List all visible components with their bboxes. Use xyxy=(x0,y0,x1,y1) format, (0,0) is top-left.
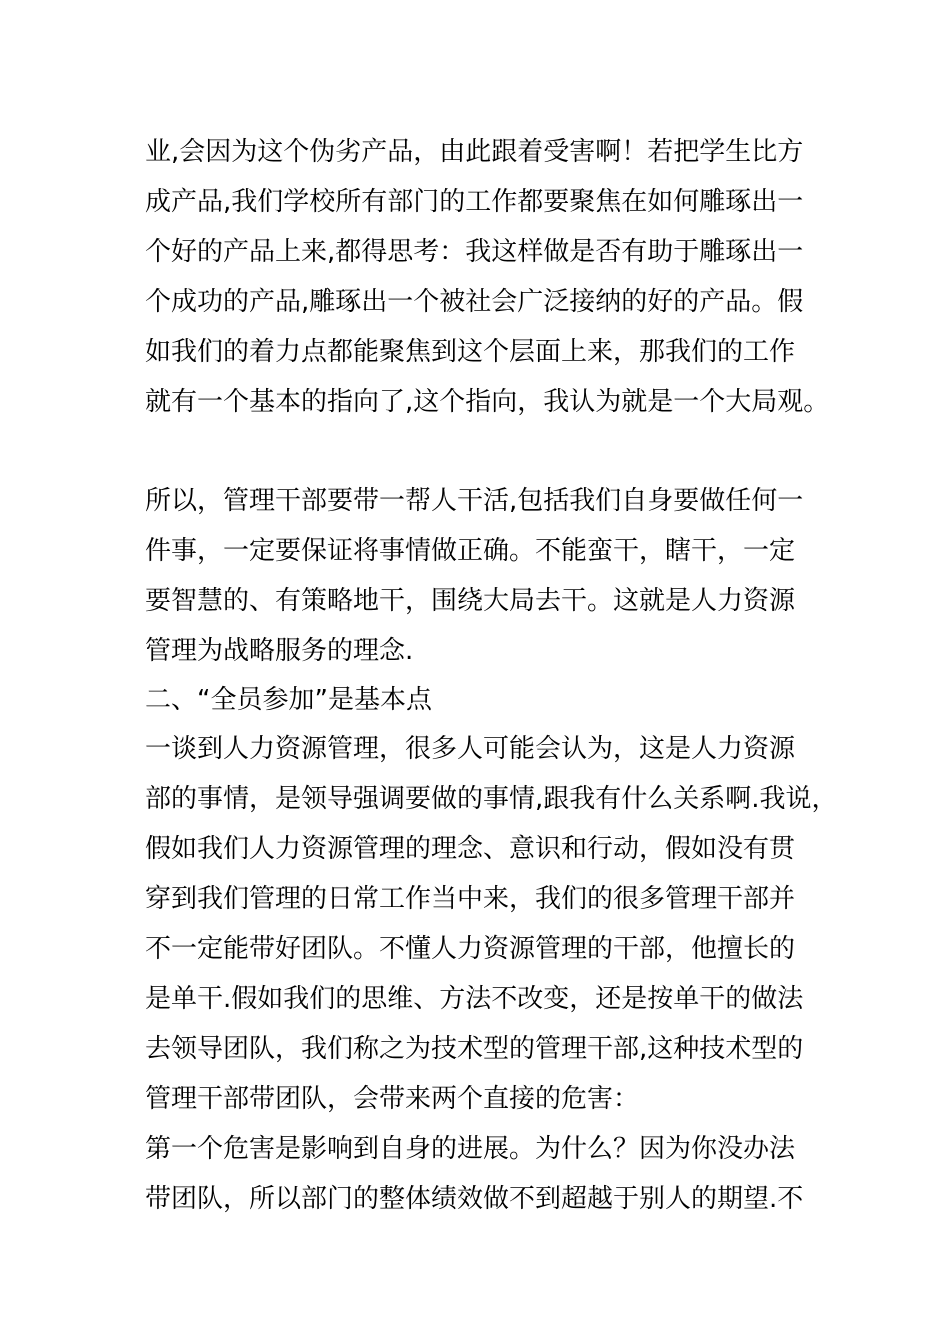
text-line: 要智慧的、有策略地干，围绕大局去干。这就是人力资源 xyxy=(145,586,796,616)
text-line: 带团队，所以部门的整体绩效做不到超越于别人的期望.不 xyxy=(145,1184,804,1214)
text-line: 假如我们人力资源管理的理念、意识和行动，假如没有贯 xyxy=(145,834,796,864)
text-line: 件事，一定要保证将事情做正确。不能蛮干，瞎干，一定 xyxy=(145,536,796,566)
text-line: 管理为战略服务的理念. xyxy=(145,636,414,666)
text-line: 所以，管理干部要带一帮人干活,包括我们自身要做任何一 xyxy=(145,486,804,516)
text-line: 是单干.假如我们的思维、方法不改变，还是按单干的做法 xyxy=(145,984,804,1014)
text-line: 个成功的产品,雕琢出一个被社会广泛接纳的好的产品。假 xyxy=(145,287,804,317)
text-line: 不一定能带好团队。不懂人力资源管理的干部，他擅长的 xyxy=(145,934,796,964)
text-line: 就有一个基本的指向了,这个指向，我认为就是一个大局观。 xyxy=(145,387,830,417)
text-line: 穿到我们管理的日常工作当中来，我们的很多管理干部并 xyxy=(145,884,796,914)
text-line: 一谈到人力资源管理，很多人可能会认为，这是人力资源 xyxy=(145,734,796,764)
text-line: 业,会因为这个伪劣产品，由此跟着受害啊！若把学生比方 xyxy=(145,137,804,167)
text-line: 第一个危害是影响到自身的进展。为什么？因为你没办法 xyxy=(145,1134,796,1164)
text-line: 个好的产品上来,都得思考：我这样做是否有助于雕琢出一 xyxy=(145,237,804,267)
text-line: 部的事情，是领导强调要做的事情,跟我有什么关系啊.我说， xyxy=(145,784,838,814)
text-line: 如我们的着力点都能聚焦到这个层面上来，那我们的工作 xyxy=(145,337,796,367)
section-heading: 二、“全员参加”是基本点 xyxy=(145,685,432,715)
text-line: 去领导团队，我们称之为技术型的管理干部,这种技术型的 xyxy=(145,1034,804,1064)
text-line: 管理干部带团队，会带来两个直接的危害： xyxy=(145,1084,640,1114)
text-line: 成产品,我们学校所有部门的工作都要聚焦在如何雕琢出一 xyxy=(145,187,804,217)
